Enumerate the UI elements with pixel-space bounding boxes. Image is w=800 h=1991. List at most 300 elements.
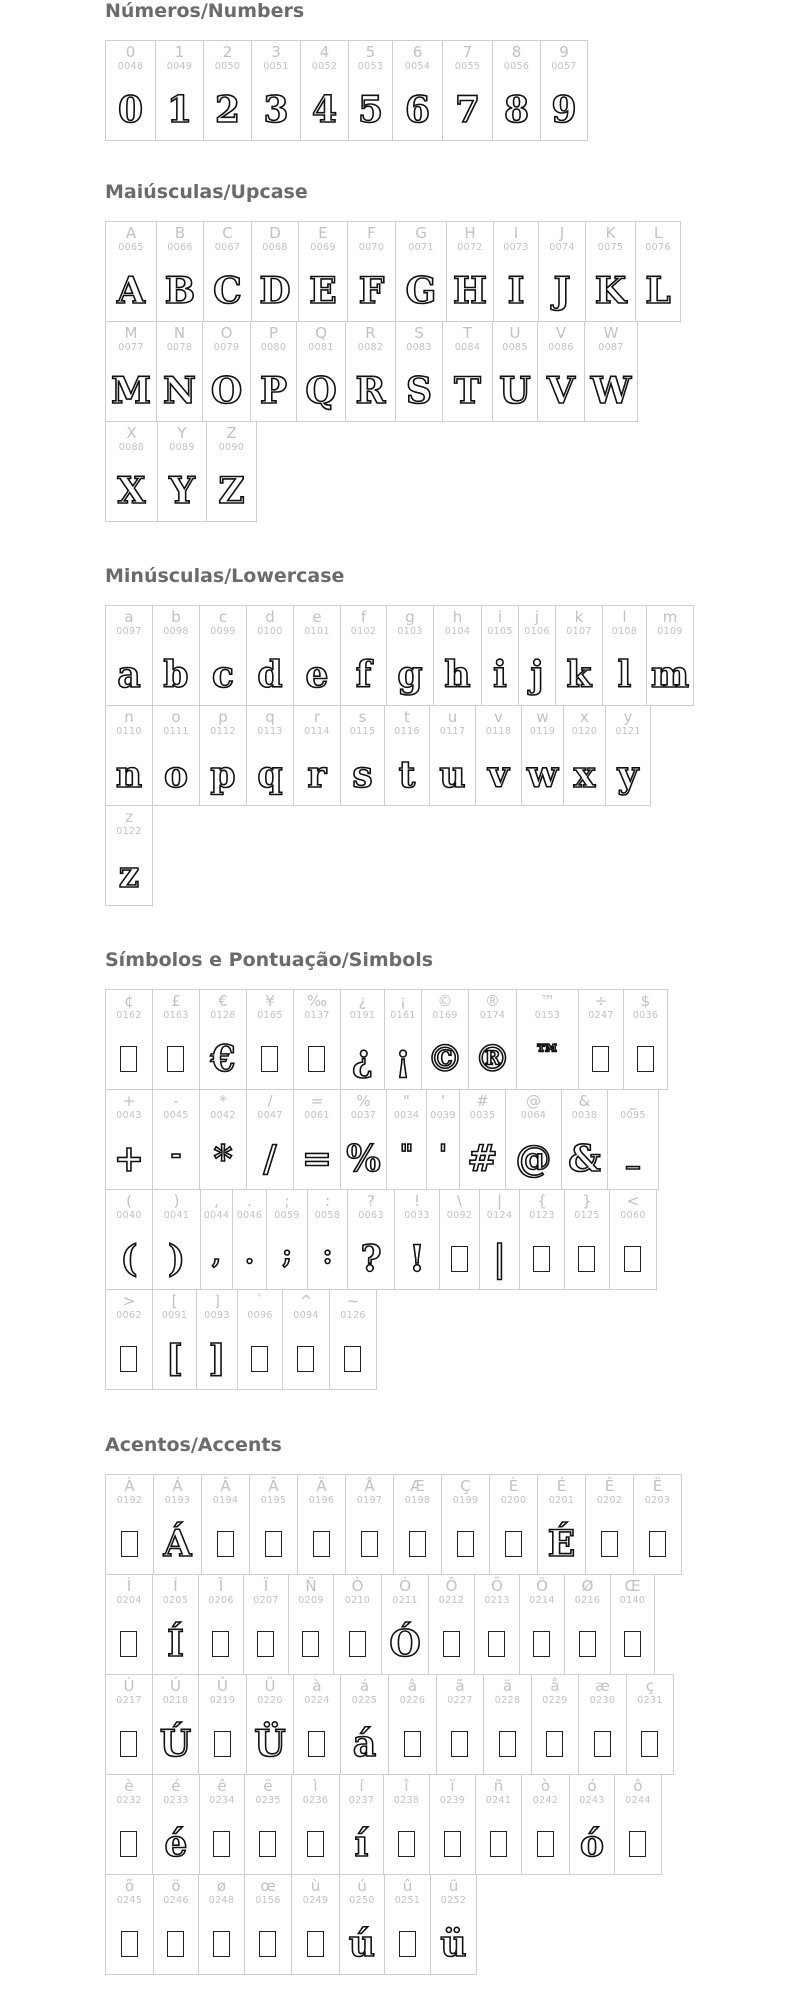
glyph-preview: t: [398, 754, 416, 796]
glyph-cell: [105, 1189, 153, 1290]
character-code: 0065: [118, 242, 144, 253]
character-code: 0251: [394, 1895, 421, 1906]
character-code: 0046: [236, 1210, 263, 1221]
glyph-preview: Ó: [389, 1623, 421, 1665]
missing-glyph-icon: [624, 1631, 641, 1657]
character-code: 0227: [447, 1695, 473, 1706]
character-label: ‰: [306, 992, 328, 1010]
glyph-cell: [489, 1474, 538, 1575]
glyph-cell: [433, 605, 482, 706]
character-code: 0202: [596, 1495, 623, 1506]
missing-glyph-icon: [533, 1631, 550, 1657]
glyph-preview: ": [399, 1140, 414, 1170]
glyph-cell: [426, 1089, 460, 1190]
missing-glyph-icon: [308, 1046, 325, 1072]
glyph-cell: [585, 1474, 634, 1575]
character-label: q: [265, 708, 275, 726]
character-code: 0231: [637, 1695, 663, 1706]
glyph-preview: Z: [218, 470, 245, 512]
character-label: ,: [214, 1192, 219, 1210]
glyph-row: [105, 1574, 795, 1674]
character-code: 0213: [484, 1595, 510, 1606]
glyph-preview: c: [212, 654, 234, 696]
glyph-preview: ú: [348, 1923, 376, 1965]
character-code: 0247: [588, 1010, 614, 1021]
glyph-grid: [105, 1474, 795, 1974]
character-label: œ: [260, 1877, 276, 1895]
character-label: Q: [315, 324, 327, 342]
character-label: .: [247, 1192, 252, 1210]
character-code: 0068: [262, 242, 288, 253]
glyph-preview: l: [617, 654, 632, 696]
missing-glyph-icon: [409, 1531, 426, 1557]
glyph-cell: [519, 1189, 565, 1290]
glyph-cell: [237, 1289, 283, 1390]
missing-glyph-icon: [344, 1346, 361, 1372]
glyph-cell: [105, 605, 153, 706]
character-label: Ì: [126, 1577, 132, 1595]
glyph-row: [105, 1874, 795, 1974]
missing-glyph-icon: [251, 1346, 268, 1372]
glyph-cell: [493, 221, 539, 322]
character-label: !: [413, 1192, 420, 1210]
character-code: 0079: [213, 342, 240, 353]
character-code: 0245: [116, 1895, 143, 1906]
glyph-preview: 4: [311, 89, 338, 131]
character-code: 0153: [534, 1010, 561, 1021]
character-code: 0090: [218, 442, 245, 453]
character-label: 2: [222, 43, 233, 61]
glyph-cell: [386, 605, 434, 706]
glyph-cell: [384, 705, 430, 806]
glyph-cell: [156, 321, 203, 422]
character-code: 0196: [308, 1495, 335, 1506]
character-code: 0229: [542, 1695, 568, 1706]
glyph-cell: [384, 1874, 431, 1975]
glyph-row: [105, 321, 795, 421]
character-label: 3: [271, 43, 281, 61]
glyph-cell: [569, 1774, 615, 1875]
glyph-cell: [446, 221, 494, 322]
glyph-preview: ®: [474, 1038, 511, 1080]
glyph-cell: [246, 989, 294, 1090]
glyph-preview: !: [409, 1238, 425, 1280]
glyph-cell: [340, 1089, 387, 1190]
missing-glyph-icon: [121, 1931, 138, 1957]
character-code: 0075: [597, 242, 624, 253]
glyph-cell: [538, 221, 586, 322]
character-code: 0119: [529, 726, 556, 737]
character-code: 0163: [163, 1010, 189, 1021]
character-label: ò: [540, 1777, 551, 1795]
character-label: ç: [645, 1677, 655, 1695]
glyph-cell: [282, 1289, 330, 1390]
glyph-preview: d: [257, 654, 283, 696]
glyph-preview: e: [305, 654, 329, 696]
glyph-preview: (: [120, 1238, 138, 1280]
character-label: ¢: [124, 992, 134, 1010]
character-label: &: [578, 1092, 591, 1110]
glyph-preview: Q: [305, 370, 337, 412]
character-label: Ö: [536, 1577, 548, 1595]
character-code: 0049: [166, 61, 193, 72]
glyph-cell: [251, 221, 299, 322]
missing-glyph-icon: [120, 1731, 137, 1757]
glyph-grid: [105, 989, 795, 1389]
glyph-preview: y: [617, 754, 639, 796]
character-code: 0212: [438, 1595, 465, 1606]
section-title: Maiúsculas/Upcase: [105, 181, 308, 203]
glyph-preview: X: [117, 470, 146, 512]
glyph-preview: q: [257, 754, 283, 796]
character-code: 0067: [214, 242, 241, 253]
character-label: È: [508, 1477, 519, 1495]
character-code: 0098: [163, 626, 189, 637]
character-label: 1: [174, 43, 185, 61]
glyph-row: [105, 421, 795, 521]
glyph-cell: [519, 1574, 565, 1675]
character-code: 0066: [167, 242, 193, 253]
character-code: 0156: [255, 1895, 281, 1906]
character-label: õ: [124, 1877, 135, 1895]
glyph-cell: [609, 1189, 657, 1290]
character-label: k: [574, 608, 584, 626]
glyph-cell: [475, 705, 522, 806]
glyph-cell: [199, 1089, 247, 1190]
glyph-cell: [152, 1774, 200, 1875]
character-label: f: [360, 608, 367, 626]
glyph-cell: [152, 1289, 197, 1390]
character-label: F: [367, 224, 376, 242]
glyph-cell: [646, 605, 694, 706]
glyph-cell: [244, 1874, 292, 1975]
glyph-preview: h: [444, 654, 471, 696]
character-code: 0045: [163, 1110, 189, 1121]
character-label: î: [404, 1777, 409, 1795]
missing-glyph-icon: [649, 1531, 666, 1557]
missing-glyph-icon: [120, 1831, 137, 1857]
character-label: Ï: [263, 1577, 269, 1595]
glyph-cell: [347, 221, 396, 322]
glyph-cell: [626, 1674, 674, 1775]
character-code: 0250: [349, 1895, 375, 1906]
glyph-preview: I: [507, 270, 525, 312]
glyph-cell: [198, 1674, 247, 1775]
character-label: ó: [587, 1777, 597, 1795]
glyph-cell: [105, 705, 153, 806]
character-code: 0042: [210, 1110, 236, 1121]
character-label: Â: [220, 1477, 231, 1495]
character-label: Ñ: [305, 1577, 317, 1595]
character-label: H: [464, 224, 476, 242]
glyph-cell: [201, 1474, 250, 1575]
character-code: 0108: [611, 626, 638, 637]
character-label: |: [496, 1192, 503, 1210]
character-code: 0095: [620, 1110, 646, 1121]
character-code: 0056: [503, 61, 530, 72]
glyph-grid: [105, 605, 795, 905]
glyph-cell: [474, 1574, 520, 1675]
glyph-cell: [339, 1774, 384, 1875]
character-code: 0074: [549, 242, 575, 253]
glyph-preview: z: [118, 854, 140, 896]
character-label: 4: [319, 43, 330, 61]
glyph-preview: u: [439, 754, 466, 796]
character-label: ú: [357, 1877, 367, 1895]
character-label: Í: [173, 1577, 178, 1595]
glyph-cell: [564, 1189, 610, 1290]
character-label: ®: [485, 992, 500, 1010]
missing-glyph-icon: [629, 1831, 646, 1857]
glyph-preview: 7: [454, 89, 481, 131]
character-label: û: [402, 1877, 413, 1895]
missing-glyph-icon: [361, 1531, 378, 1557]
character-label: p: [218, 708, 228, 726]
glyph-cell: [196, 1289, 238, 1390]
character-code: 0197: [356, 1495, 383, 1506]
missing-glyph-icon: [490, 1831, 507, 1857]
character-label: Û: [217, 1677, 228, 1695]
character-label: Î: [218, 1577, 224, 1595]
character-label: l: [622, 608, 627, 626]
missing-glyph-icon: [592, 1046, 609, 1072]
character-label: è: [124, 1777, 134, 1795]
character-code: 0062: [116, 1310, 142, 1321]
character-label: Ô: [445, 1577, 458, 1595]
missing-glyph-icon: [624, 1246, 641, 1272]
glyph-preview: ™: [534, 1040, 561, 1070]
glyph-cell: [333, 1574, 382, 1675]
glyph-preview: s: [352, 754, 373, 796]
character-label: 9: [559, 43, 569, 61]
character-code: 0200: [500, 1495, 527, 1506]
glyph-cell: [153, 1874, 199, 1975]
character-label: 7: [462, 43, 473, 61]
glyph-cell: [395, 321, 443, 422]
glyph-preview: 0: [117, 89, 144, 131]
glyph-cell: [152, 1189, 201, 1290]
character-label: Å: [364, 1477, 375, 1495]
character-label: ]: [214, 1292, 220, 1310]
glyph-preview: n: [115, 754, 143, 796]
character-code: 0126: [340, 1310, 366, 1321]
character-code: 0091: [161, 1310, 188, 1321]
character-label: }: [582, 1192, 592, 1210]
glyph-cell: [152, 1674, 199, 1775]
glyph-row: [105, 1289, 795, 1389]
glyph-cell: [421, 989, 469, 1090]
glyph-cell: [298, 221, 348, 322]
character-label: b: [171, 608, 181, 626]
character-code: 0116: [394, 726, 420, 737]
character-code: 0104: [444, 626, 471, 637]
glyph-cell: [105, 1874, 154, 1975]
glyph-preview: *: [213, 1138, 233, 1180]
glyph-preview: 6: [404, 89, 431, 131]
character-code: 0235: [255, 1795, 281, 1806]
glyph-cell: [537, 321, 585, 422]
character-code: 0198: [404, 1495, 431, 1506]
glyph-cell: [157, 421, 207, 522]
glyph-cell: [392, 40, 443, 141]
glyph-preview: 9: [551, 89, 577, 131]
missing-glyph-icon: [313, 1531, 330, 1557]
character-code: 0093: [204, 1310, 230, 1321]
glyph-cell: [156, 221, 204, 322]
glyph-preview: Ü: [254, 1723, 286, 1765]
glyph-preview: €: [210, 1038, 236, 1080]
character-code: 0097: [116, 626, 142, 637]
character-code: 0244: [625, 1795, 651, 1806]
glyph-cell: [441, 1474, 490, 1575]
character-code: 0219: [209, 1695, 236, 1706]
glyph-preview: @: [515, 1138, 552, 1180]
character-label: P: [268, 324, 279, 342]
character-label: ): [173, 1192, 180, 1210]
character-code: 0113: [257, 726, 283, 737]
character-label: `: [256, 1292, 264, 1310]
glyph-cell: [243, 1574, 289, 1675]
character-label: 8: [511, 43, 522, 61]
glyph-cell: [202, 321, 251, 422]
character-label: ï: [450, 1777, 455, 1795]
character-code: 0242: [532, 1795, 559, 1806]
glyph-cell: [348, 40, 393, 141]
glyph-preview: É: [547, 1523, 576, 1565]
character-label: $: [640, 992, 651, 1010]
glyph-preview: ü: [440, 1923, 467, 1965]
glyph-cell: [383, 1774, 430, 1875]
character-code: 0194: [212, 1495, 239, 1506]
glyph-preview: é: [164, 1823, 188, 1865]
character-code: 0224: [304, 1695, 330, 1706]
character-label: ¿: [358, 992, 367, 1010]
character-label: [: [171, 1292, 178, 1310]
character-label: ^: [299, 1292, 313, 1310]
character-code: 0035: [469, 1110, 496, 1121]
character-label: Á: [172, 1477, 183, 1495]
glyph-preview: 8: [503, 89, 530, 131]
glyph-cell: [105, 1474, 154, 1575]
character-label: Ò: [351, 1577, 364, 1595]
lowercase-section: [105, 565, 795, 905]
character-code: 0205: [162, 1595, 189, 1606]
character-code: 0239: [439, 1795, 466, 1806]
character-label: í: [359, 1777, 364, 1795]
glyph-cell: [200, 1189, 233, 1290]
glyph-cell: [250, 321, 297, 422]
glyph-cell: [381, 1574, 429, 1675]
character-code: 0165: [257, 1010, 283, 1021]
glyph-cell: [105, 321, 157, 422]
glyph-cell: [105, 1574, 153, 1675]
character-label: ¥: [265, 992, 275, 1010]
character-label: e: [312, 608, 322, 626]
character-code: 0088: [118, 442, 145, 453]
character-code: 0099: [210, 626, 236, 637]
glyph-preview: j: [530, 654, 544, 696]
character-label: Õ: [491, 1577, 503, 1595]
glyph-cell: [293, 989, 341, 1090]
character-label: ™: [540, 992, 555, 1010]
glyph-cell: [635, 221, 681, 322]
glyph-preview: G: [405, 270, 437, 312]
character-label: +: [122, 1092, 136, 1110]
character-label: à: [312, 1677, 322, 1695]
character-code: 0089: [169, 442, 195, 453]
character-label: æ: [595, 1677, 610, 1695]
glyph-cell: [246, 605, 294, 706]
missing-glyph-icon: [259, 1931, 276, 1957]
missing-glyph-icon: [265, 1531, 282, 1557]
glyph-preview: k: [566, 654, 592, 696]
glyph-cell: [345, 321, 396, 422]
glyph-cell: [436, 1674, 484, 1775]
character-label: Ó: [399, 1577, 411, 1595]
glyph-cell: [152, 1574, 199, 1675]
character-label: 5: [365, 43, 376, 61]
character-label: C: [222, 224, 233, 242]
glyph-preview: T: [454, 370, 481, 412]
character-code: 0033: [404, 1210, 430, 1221]
character-label: U: [509, 324, 521, 342]
glyph-preview: f: [355, 654, 372, 696]
character-label: ô: [633, 1777, 643, 1795]
character-label: -: [173, 1092, 179, 1110]
glyph-cell: [555, 605, 603, 706]
character-label: t: [404, 708, 410, 726]
missing-glyph-icon: [601, 1531, 618, 1557]
glyph-preview: i: [493, 654, 507, 696]
character-label: d: [265, 608, 275, 626]
character-code: 0121: [615, 726, 641, 737]
glyph-cell: [393, 1474, 442, 1575]
character-label: g: [405, 608, 415, 626]
glyph-preview: g: [397, 654, 423, 696]
character-label: é: [171, 1777, 181, 1795]
character-label: >: [122, 1292, 136, 1310]
missing-glyph-icon: [259, 1831, 276, 1857]
character-label: ê: [217, 1777, 227, 1795]
glyph-cell: [153, 1474, 202, 1575]
character-code: 0220: [257, 1695, 283, 1706]
character-code: 0203: [644, 1495, 671, 1506]
glyph-cell: [288, 1574, 334, 1675]
glyph-row: [105, 605, 795, 705]
glyph-row: [105, 1774, 795, 1874]
glyph-preview: &: [568, 1138, 601, 1180]
character-code: 0234: [209, 1795, 235, 1806]
character-code: 0228: [494, 1695, 521, 1706]
glyph-preview: 2: [214, 89, 241, 131]
glyph-cell: [105, 1774, 153, 1875]
glyph-cell: [442, 321, 493, 422]
glyph-preview: E: [309, 270, 337, 312]
glyph-cell: [105, 421, 158, 522]
glyph-cell: [633, 1474, 682, 1575]
glyph-preview: ): [167, 1238, 186, 1280]
glyph-preview: 5: [357, 89, 384, 131]
missing-glyph-icon: [537, 1831, 554, 1857]
character-label: <: [626, 1192, 640, 1210]
character-label: ä: [502, 1677, 513, 1695]
character-code: 0073: [503, 242, 529, 253]
missing-glyph-icon: [457, 1531, 474, 1557]
character-code: 0100: [257, 626, 283, 637]
character-code: 0105: [487, 626, 513, 637]
character-code: 0115: [349, 726, 376, 737]
section-title: Acentos/Accents: [105, 1434, 282, 1456]
